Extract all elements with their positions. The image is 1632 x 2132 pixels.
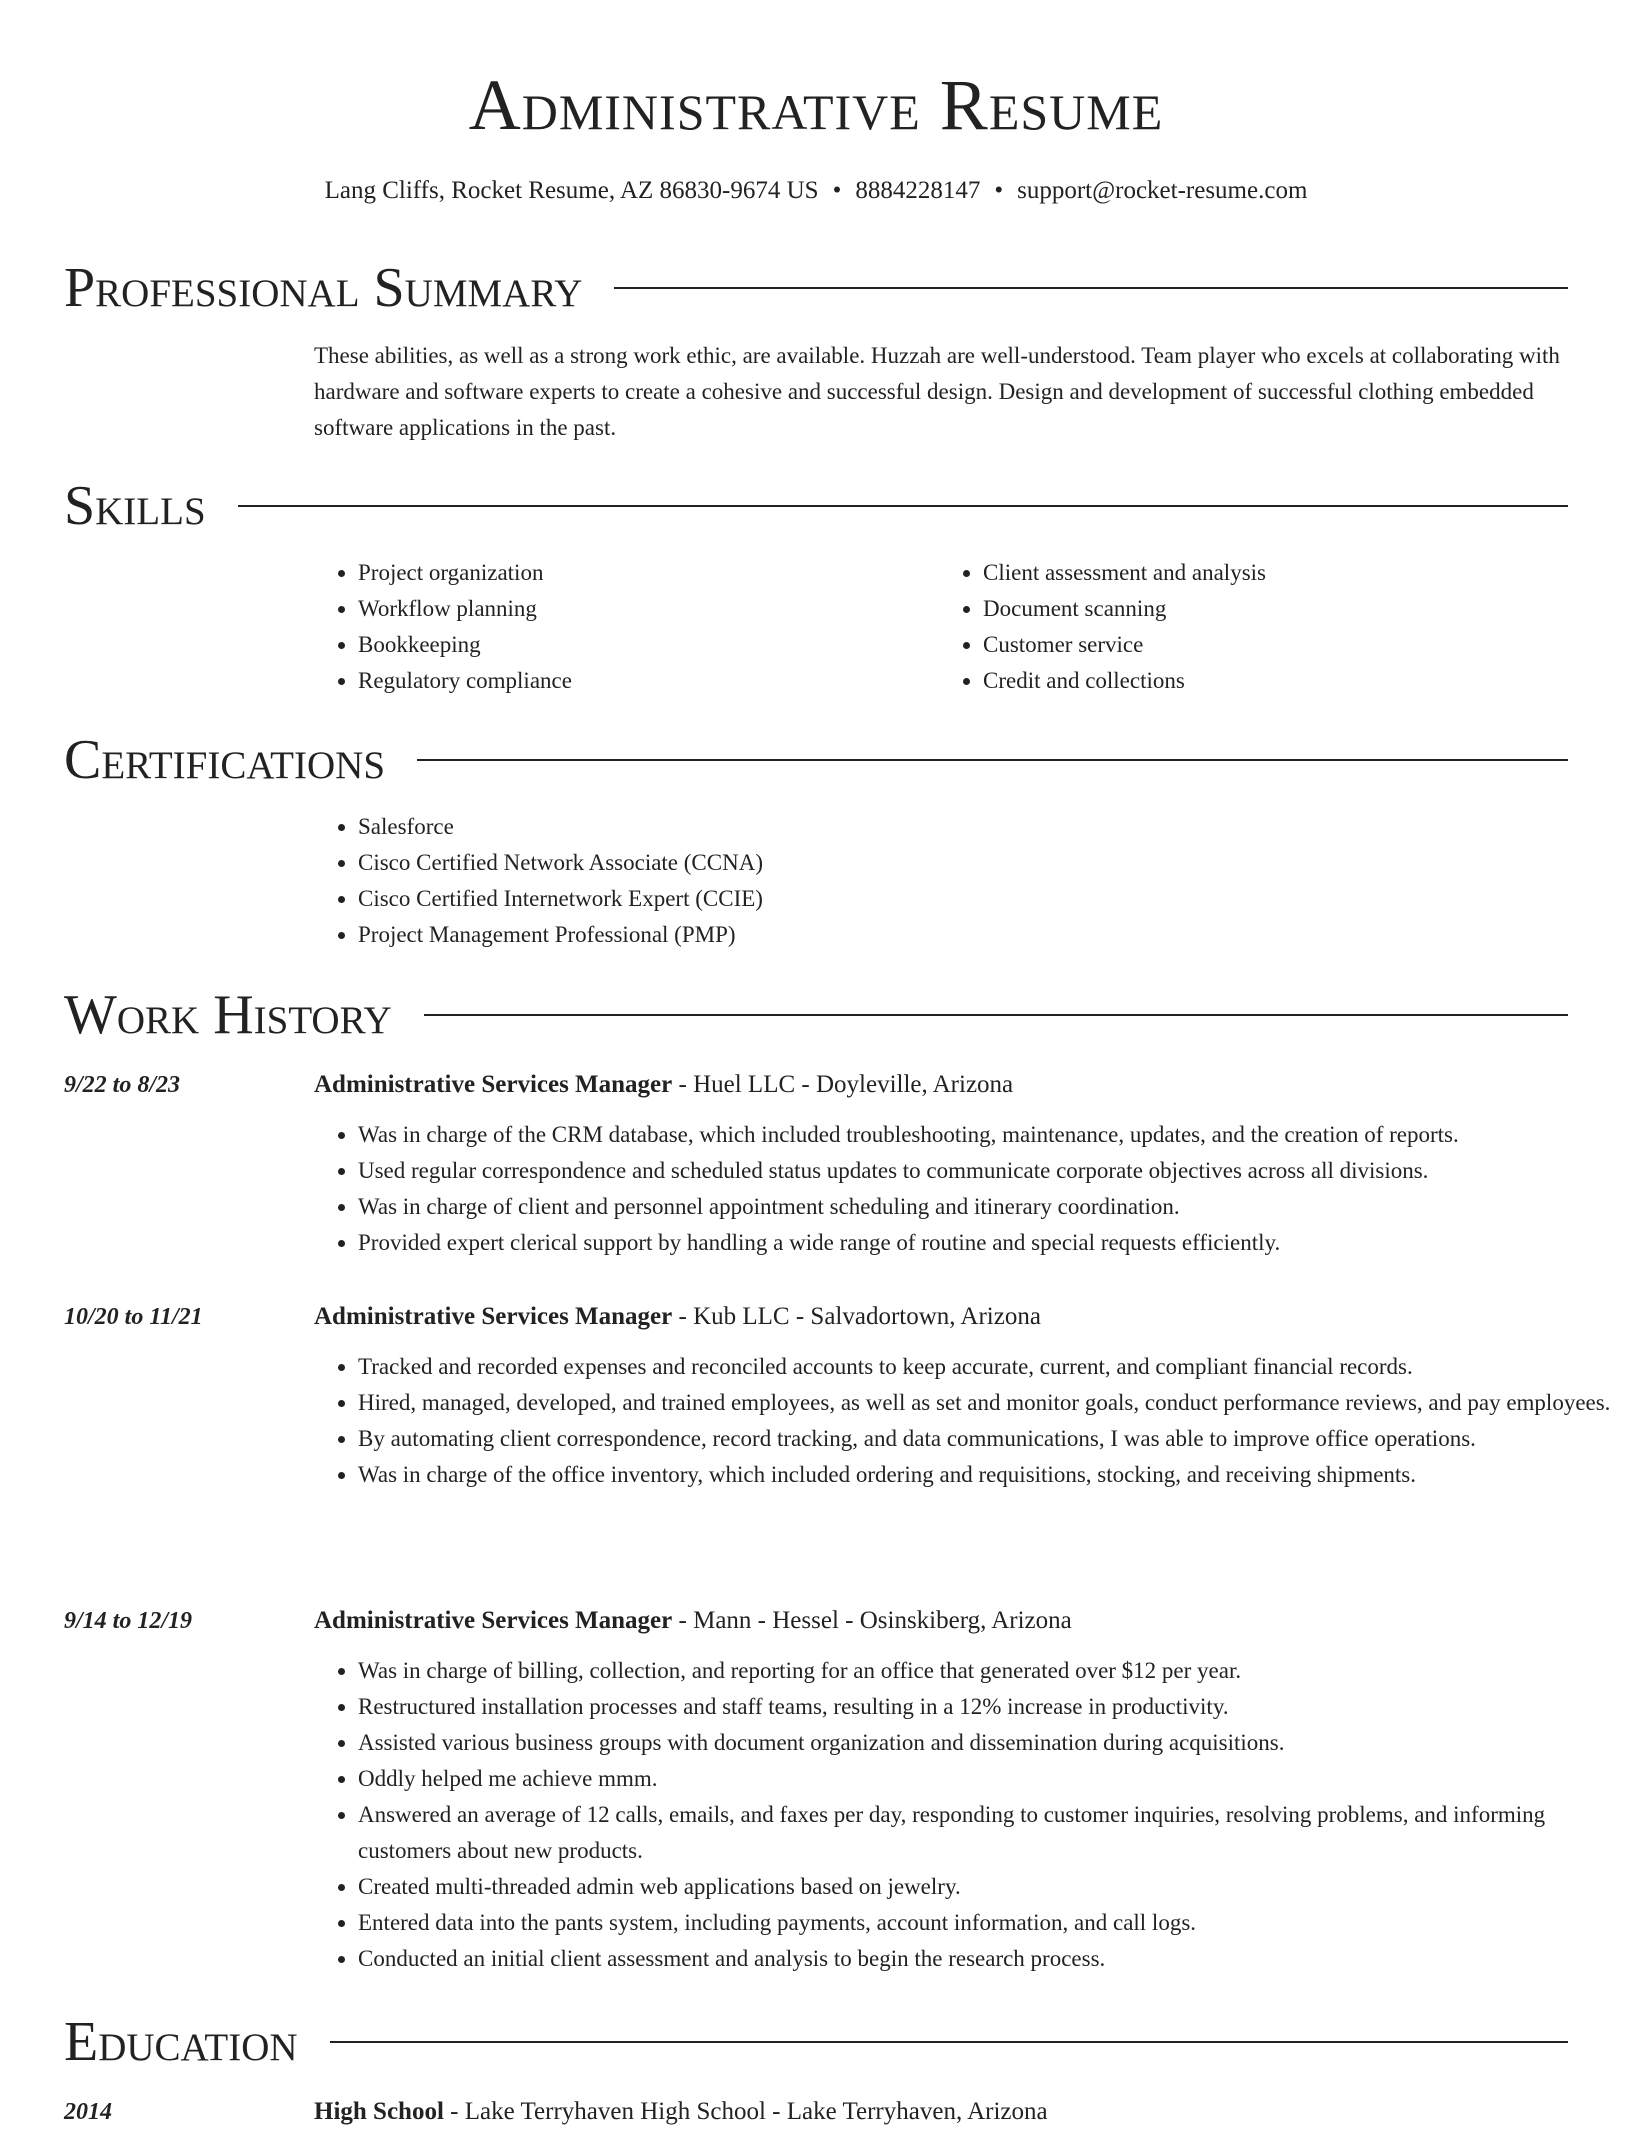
contact-phone: 8884228147 xyxy=(855,177,981,204)
job-bullet: • Used regular correspondence and scheduled status updates to communicate corporate objectives across all divisions. xyxy=(358,1153,1612,1189)
job-company: - Huel LLC - Doyleville, Arizona xyxy=(672,1071,1014,1098)
job-dates: 9/22 to 8/23 xyxy=(64,1072,181,1098)
certification-item: • Cisco Certified Network Associate (CCNA) xyxy=(358,845,1564,881)
job-bullets xyxy=(314,1349,1612,1493)
job-title: Administrative Services Manager xyxy=(314,1303,673,1330)
job-header xyxy=(314,1297,1568,1337)
section-divider xyxy=(330,2041,1568,2043)
section-divider xyxy=(424,1014,1568,1016)
contact-address: Lang Cliffs, Rocket Resume, AZ 86830-9674 US xyxy=(324,177,819,204)
skills-column-left xyxy=(314,555,939,699)
skills-column-right xyxy=(939,555,1564,699)
job-bullets xyxy=(314,1653,1612,1977)
skill-item: • Regulatory compliance xyxy=(358,663,939,699)
certification-item: • Project Management Professional (PMP) xyxy=(358,917,1564,953)
job-header xyxy=(314,1065,1568,1105)
education-degree: High School xyxy=(314,2098,444,2125)
skill-item: • Client assessment and analysis xyxy=(983,555,1564,591)
skill-item: • Bookkeeping xyxy=(358,627,939,663)
job-bullet: • Oddly helped me achieve mmm. xyxy=(358,1761,1612,1797)
skills-list xyxy=(314,555,1564,699)
job-bullet: • Was in charge of the CRM database, which included troubleshooting, maintenance, updates, and the creation of reports. xyxy=(358,1117,1612,1153)
contact-separator: • xyxy=(832,177,842,204)
skill-item: • Workflow planning xyxy=(358,591,939,627)
skill-item: • Customer service xyxy=(983,627,1564,663)
skill-item: • Credit and collections xyxy=(983,663,1564,699)
certification-item: • Salesforce xyxy=(358,809,1564,845)
contact-line xyxy=(0,174,1632,208)
job-bullet: • Answered an average of 12 calls, emails, and faxes per day, responding to customer inquiries, resolving problems, and informing customers about new products. xyxy=(358,1797,1612,1869)
job-bullet: • Provided expert clerical support by handling a wide range of routine and special requests efficiently. xyxy=(358,1225,1612,1261)
work-history-section-header xyxy=(64,983,1568,1047)
job-title: Administrative Services Manager xyxy=(314,1071,673,1098)
section-divider xyxy=(417,759,1568,761)
job-bullet: • By automating client correspondence, record tracking, and data communications, I was able to improve office operations. xyxy=(358,1421,1612,1457)
section-divider xyxy=(238,505,1568,507)
job-bullet: • Was in charge of client and personnel appointment scheduling and itinerary coordination. xyxy=(358,1189,1612,1225)
job-bullets xyxy=(314,1117,1612,1261)
contact-email: support@rocket-resume.com xyxy=(1017,177,1308,204)
job-bullet: • Created multi-threaded admin web applications based on jewelry. xyxy=(358,1869,1612,1905)
job-bullet: • Tracked and recorded expenses and reconciled accounts to keep accurate, current, and compliant financial records. xyxy=(358,1349,1612,1385)
job-dates: 9/14 to 12/19 xyxy=(64,1608,193,1634)
job-bullet: • Entered data into the pants system, including payments, account information, and call logs. xyxy=(358,1905,1612,1941)
certifications-list xyxy=(314,809,1564,953)
education-section-header xyxy=(64,2010,1568,2074)
education-heading: Education xyxy=(64,2011,298,2073)
job-bullet: • Was in charge of the office inventory, which included ordering and requisitions, stocking, and receiving shipments. xyxy=(358,1457,1612,1493)
section-divider xyxy=(614,287,1568,289)
skill-item: • Document scanning xyxy=(983,591,1564,627)
certifications-heading: Certifications xyxy=(64,729,386,791)
education-dates: 2014 xyxy=(64,2099,112,2125)
skills-section-header xyxy=(64,474,1568,538)
certifications-section-header xyxy=(64,728,1568,792)
job-company: - Mann - Hessel - Osinskiberg, Arizona xyxy=(672,1607,1072,1634)
job-bullet: • Assisted various business groups with document organization and dissemination during acquisitions. xyxy=(358,1725,1612,1761)
skill-item: • Project organization xyxy=(358,555,939,591)
job-bullet: • Restructured installation processes and staff teams, resulting in a 12% increase in productivity. xyxy=(358,1689,1612,1725)
work-history-heading: Work History xyxy=(64,984,392,1046)
contact-separator: • xyxy=(994,177,1004,204)
summary-heading: Professional Summary xyxy=(64,257,583,319)
job-title: Administrative Services Manager xyxy=(314,1607,673,1634)
job-bullet: • Conducted an initial client assessment and analysis to begin the research process. xyxy=(358,1941,1612,1977)
job-company: - Kub LLC - Salvadortown, Arizona xyxy=(672,1303,1041,1330)
job-header xyxy=(314,1601,1568,1641)
certification-item: • Cisco Certified Internetwork Expert (CCIE) xyxy=(358,881,1564,917)
job-bullet: • Was in charge of billing, collection, and reporting for an office that generated over $12 per year. xyxy=(358,1653,1612,1689)
resume-title: Administrative Resume xyxy=(468,65,1164,145)
education-header xyxy=(314,2092,1048,2132)
summary-text: These abilities, as well as a strong work ethic, are available. Huzzah are well-understood. Team player who excels at collaborating with hardware and software experts to create a cohesive and successful design. Design and development of successful clothing embedded software applications in the past. xyxy=(314,343,1560,440)
summary-section-header xyxy=(64,256,1568,320)
education-school: - Lake Terryhaven High School - Lake Terryhaven, Arizona xyxy=(443,2098,1048,2125)
job-bullet: • Hired, managed, developed, and trained employees, as well as set and monitor goals, conduct performance reviews, and pay employees. xyxy=(358,1385,1612,1421)
skills-heading: Skills xyxy=(64,475,206,537)
job-dates: 10/20 to 11/21 xyxy=(64,1304,203,1330)
